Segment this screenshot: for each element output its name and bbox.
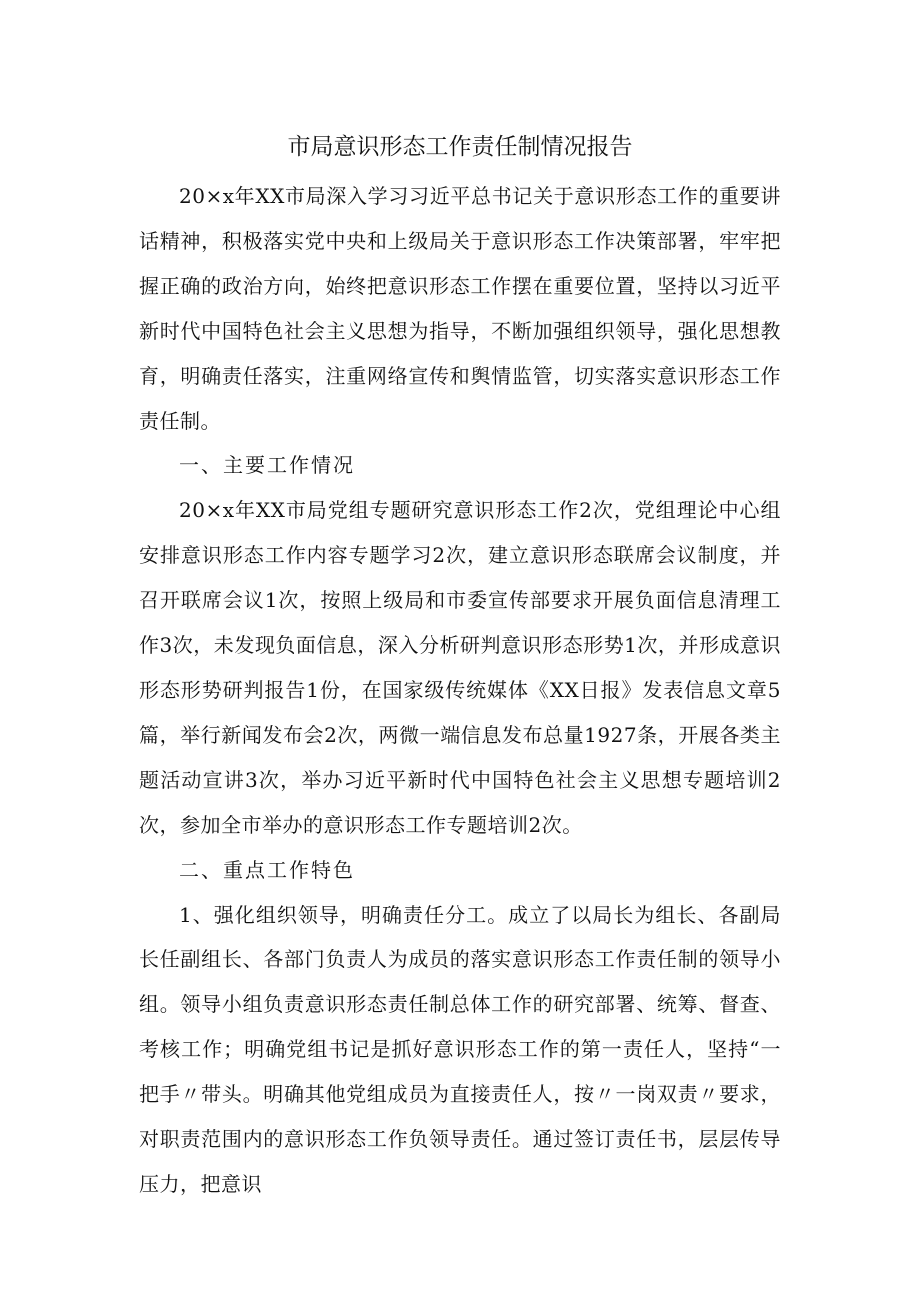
key-features-paragraph: 1、强化组织领导，明确责任分工。成立了以局长为组长、各副局长任副组长、各部门负责人为成员的落实意识形态工作责任制的领导小组。领导小组负责意识形态责任制总体工作的研究部署、统筹、督查、考核工作；明确党组书记是抓好意识形态工作的第一责任人，坚持“一把手〃带头。明确其他党组成员为直接责任人，按〃一岗双责〃要求，对职责范围内的意识形态工作负领导责任。通过签订责任书，层层传导压力，把意识 bbox=[139, 902, 781, 1196]
document-body bbox=[139, 174, 781, 1207]
intro-paragraph: 20×x年XX市局深入学习习近平总书记关于意识形态工作的重要讲话精神，积极落实党中央和上级局关于意识形态工作决策部署，牢牢把握正确的政治方向，始终把意识形态工作摆在重要位置，坚持以习近平新时代中国特色社会主义思想为指导，不断加强组织领导，强化思想教育，明确责任落实，注重网络宣传和舆情监管，切实落实意识形态工作责任制。 bbox=[139, 184, 781, 433]
section-heading-key-features: 二、重点工作特色 bbox=[179, 857, 355, 882]
main-work-paragraph: 20×x年XX市局党组专题研究意识形态工作2次，党组理论中心组安排意识形态工作内容专题学习2次，建立意识形态联席会议制度，并召开联席会议1次，按照上级局和市委宣传部要求开展负面信息清理工作3次，未发现负面信息，深入分析研判意识形态形势1次，并形成意识形态形势研判报告1份，在国家级传统媒体《XX日报》发表信息文章5篇，举行新闻发布会2次，两微一端信息发布总量1927条，开展各类主题活动宣讲3次，举办习近平新时代中国特色社会主义思想专题培训2次，参加全市举办的意识形态工作专题培训2次。 bbox=[139, 498, 781, 837]
section-heading-main-work: 一、主要工作情况 bbox=[179, 453, 355, 478]
document-title: 市局意识形态工作责任制情况报告 bbox=[287, 134, 633, 160]
